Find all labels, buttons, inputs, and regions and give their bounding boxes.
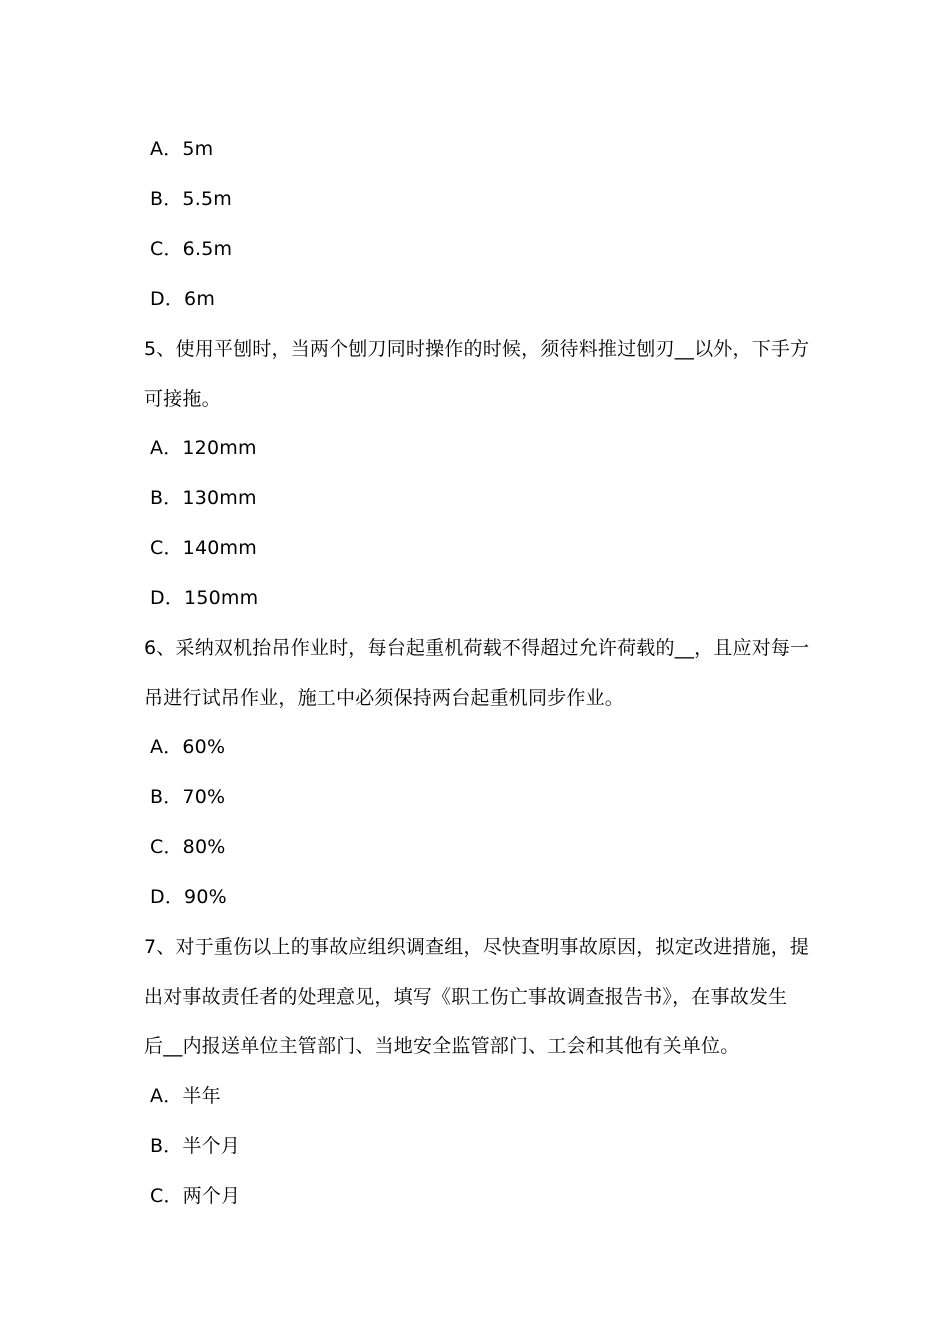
- q5-option-b: B．130mm: [150, 487, 257, 509]
- q7-stem-line-3: 后__内报送单位主管部门、当地安全监管部门、工会和其他有关单位。: [144, 1035, 740, 1057]
- q5-stem-line-1: 5、使用平刨时，当两个刨刀同时操作的时候，须待料推过刨刃__以外，下手方: [144, 338, 810, 360]
- q5-stem-line-2: 可接拖。: [144, 388, 221, 410]
- q7-option-b: B．半个月: [150, 1135, 241, 1157]
- q5-option-d: D．150mm: [150, 587, 259, 609]
- q7-option-a: A．半年: [150, 1085, 221, 1107]
- q5-option-c: C．140mm: [150, 537, 257, 559]
- q4-option-c: C．6.5m: [150, 238, 233, 260]
- q6-option-b: B．70%: [150, 786, 226, 808]
- q6-stem-line-2: 吊进行试吊作业，施工中必须保持两台起重机同步作业。: [144, 687, 625, 709]
- q7-stem-line-1: 7、对于重伤以上的事故应组织调查组，尽快查明事故原因，拟定改进措施，提: [144, 936, 810, 958]
- q6-option-a: A．60%: [150, 736, 226, 758]
- q5-option-a: A．120mm: [150, 437, 257, 459]
- q6-option-c: C．80%: [150, 836, 226, 858]
- q7-stem-line-2: 出对事故责任者的处理意见，填写《职工伤亡事故调查报告书》，在事故发生: [144, 986, 788, 1008]
- q4-option-b: B．5.5m: [150, 188, 232, 210]
- q4-option-d: D．6m: [150, 288, 216, 310]
- q6-stem-line-1: 6、采纳双机抬吊作业时，每台起重机荷载不得超过允许荷载的__，且应对每一: [144, 637, 810, 659]
- q6-option-d: D．90%: [150, 886, 227, 908]
- q7-option-c: C．两个月: [150, 1185, 241, 1207]
- q4-option-a: A．5m: [150, 138, 214, 160]
